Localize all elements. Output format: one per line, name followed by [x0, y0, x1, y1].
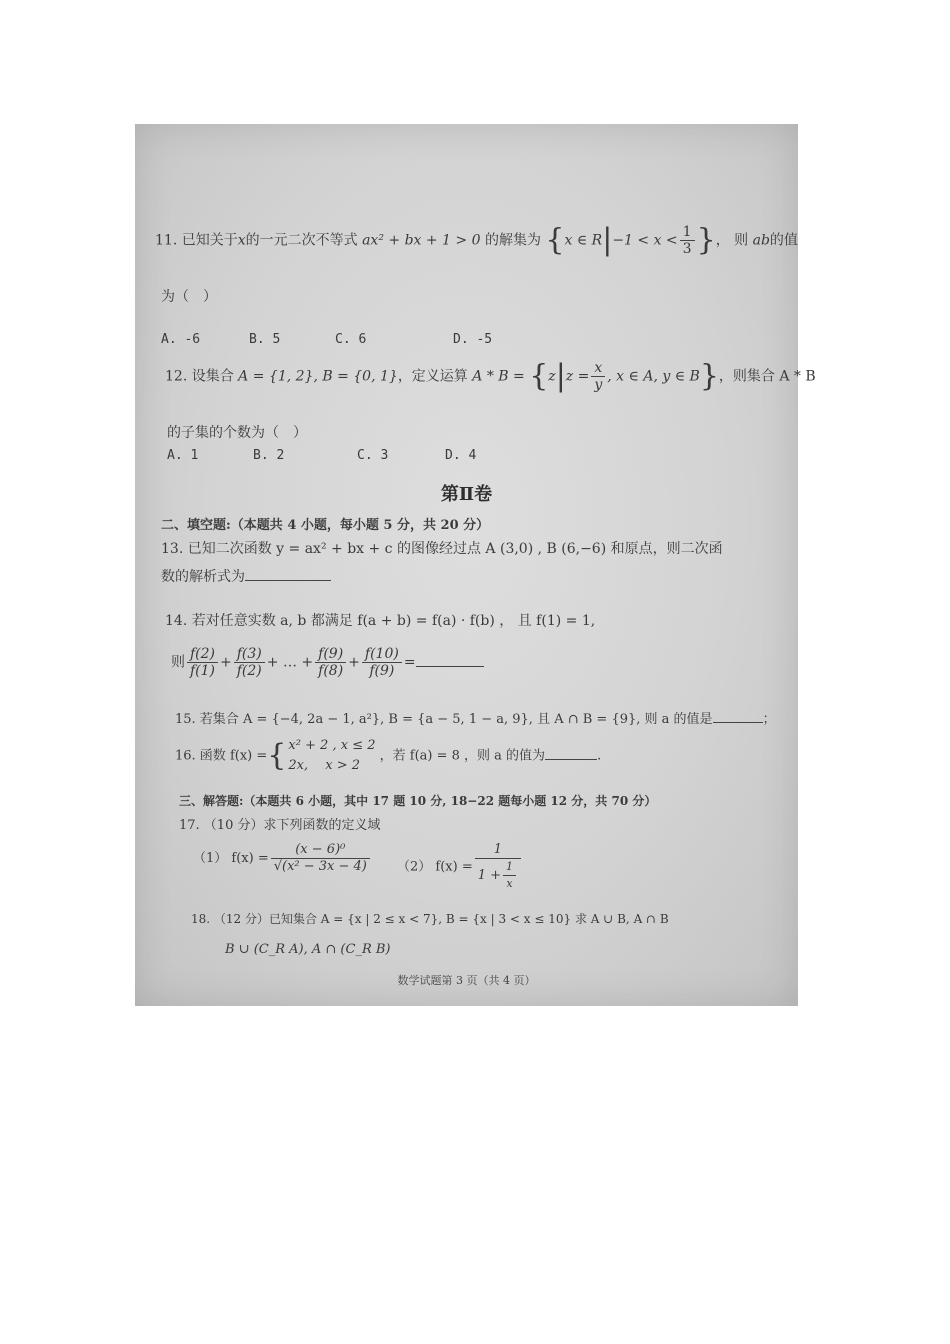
q17-p2-num: 1 [475, 842, 521, 859]
question-17-line: 17. （10 分）求下列函数的定义域 [179, 818, 381, 833]
q11-set-condition: −1 < x < [612, 232, 678, 249]
question-14-line-1: 14. 若对任意实数 a, b 都满足 f(a + b) = f(a) · f(b) ， 且 f(1) = 1, [165, 613, 596, 629]
q17-p2-inner-num: 1 [503, 859, 516, 876]
q12-left-brace: { [529, 358, 549, 394]
section-2-heading: 二、填空题:（本题共 4 小题，每小题 5 分，共 20 分） [161, 518, 490, 533]
q16-case-1: x² + 2 , x ≤ 2 [288, 738, 376, 753]
question-11-line-2 [161, 286, 217, 306]
q11-left-brace: { [545, 222, 565, 258]
q11-option-d: D. -5 [453, 332, 493, 347]
q12-option-b: B. 2 [253, 448, 285, 463]
q12-set-a: A = {1, 2} [238, 368, 314, 385]
q11-set-left: x ∈ R [564, 232, 603, 249]
question-11-line-1 [155, 224, 798, 257]
q11-text-5: 的值 [769, 232, 798, 249]
q14-frac-1-num: f(2) [187, 646, 218, 663]
q12-text-3: ，则集合 A * B [718, 368, 816, 385]
q17-p2-inner-fraction [503, 859, 516, 892]
question-17-part-1 [193, 842, 372, 875]
q12-text-2: ，定义运算 [397, 368, 468, 385]
q11-set-bar: | [602, 222, 613, 258]
question-16-line [175, 736, 601, 776]
q17-p2-inner-den: x [506, 877, 513, 890]
q17-p2-label: （2） f(x) = [397, 859, 473, 875]
section-3-heading: 三、解答题:（本题共 6 小题，其中 17 题 10 分, 18−22 题每小题 12 分，共 70 分） [179, 794, 657, 808]
question-13-line-1: 13. 已知二次函数 y = ax² + bx + c 的图像经过点 A (3,0) , B (6,−6) 和原点，则二次函 [161, 541, 723, 557]
q11-frac-num: 1 [680, 224, 695, 241]
q17-p1-fraction [271, 842, 370, 875]
question-14-line-2: 则 $\frac{f(2)}{f(1)}$ + $\frac{f(3)}{f(2)}$ + … + $\frac{f(9)}{f(8)}$ + $\frac{f(10)}{f(9)}$ = [171, 646, 484, 679]
q14-frac-3-num: f(9) [315, 646, 346, 663]
q17-p2-den [475, 859, 521, 892]
question-15-line [175, 708, 776, 727]
q17-p1-num: (x − 6)⁰ [271, 842, 370, 859]
q14-answer-blank[interactable] [416, 666, 484, 667]
q12-set-cond: , x ∈ A, y ∈ B [607, 368, 700, 385]
question-18-line-1: 18. （12 分）已知集合 A = {x | 2 ≤ x < 7}, B = {x | 3 < x ≤ 10} 求 A ∪ B, A ∩ B [191, 912, 669, 926]
q14-ellipsis: + … + [266, 654, 314, 671]
q12-text-4: 的子集的个数为（ ） [167, 425, 307, 441]
exam-page-photo [135, 124, 816, 1006]
q17-p2-den-a: 1 + [477, 868, 502, 883]
q16-case-2: 2x, x > 2 [288, 758, 360, 773]
q14-frac-4-num: f(10) [362, 646, 402, 663]
q14-frac-2-den: f(2) [236, 663, 262, 679]
q12-text-1: 12. 设集合 [165, 368, 234, 385]
q16-brace: { [267, 738, 287, 773]
q11-fraction [680, 224, 695, 257]
question-11-options [161, 332, 492, 347]
q12-set-z: z [548, 368, 556, 385]
q13-answer-blank[interactable] [245, 580, 331, 581]
q11-right-brace: } [696, 222, 716, 258]
q16-prefix: 16. 函数 f(x) = [175, 748, 268, 764]
q12-operation: A * B = [472, 368, 525, 385]
q12-set-bar: | [555, 358, 566, 394]
q12-frac-num: x [591, 360, 605, 377]
question-13-line-2 [161, 566, 331, 586]
q14-frac-2-num: f(3) [234, 646, 265, 663]
q17-p1-label: （1） f(x) = [193, 851, 269, 866]
question-18-line-2: B ∪ (C_R A), A ∩ (C_R B) [225, 942, 391, 957]
q15-text: 15. 若集合 A = {−4, 2a − 1, a²}, B = {a − 5, 1 − a, 9}, 且 A ∩ B = {9}, 则 a 的值是 [175, 712, 713, 727]
q14-frac-4 [362, 646, 402, 679]
q11-ab: ab [752, 232, 770, 249]
q14-frac-1 [187, 646, 218, 679]
q17-p1-den: √(x² − 3x − 4) [273, 859, 367, 874]
q12-option-c: C. 3 [357, 448, 389, 463]
q14-frac-2 [234, 646, 265, 679]
q12-fraction [591, 360, 605, 393]
q11-text-6: 为（ ） [161, 289, 217, 305]
question-12-line-1 [165, 360, 816, 393]
page-footer: 数学试题第 3 页（共 4 页） [397, 974, 536, 987]
q11-text-1: 11. 已知关于 [155, 232, 238, 249]
q11-text-3: 的解集为 [484, 232, 541, 249]
q17-p2-fraction [475, 842, 521, 892]
section-2-title: 第Ⅱ卷 [440, 484, 493, 505]
q12-option-a: A. 1 [167, 448, 199, 463]
q14-frac-4-den: f(9) [369, 663, 395, 679]
q11-var-x: x [237, 232, 246, 249]
question-12-line-2 [167, 422, 307, 442]
q11-frac-den: 3 [682, 241, 692, 257]
q15-end: ； [762, 712, 776, 727]
q11-text-4: ， 则 [715, 232, 749, 249]
q11-inequality: ax² + bx + 1 > 0 [362, 232, 481, 249]
q11-option-c: C. 6 [335, 332, 367, 347]
q11-option-b: B. 5 [249, 332, 281, 347]
q11-text-2: 的一元二次不等式 [245, 232, 358, 249]
q15-answer-blank[interactable] [713, 722, 763, 723]
q12-option-d: D. 4 [445, 448, 477, 463]
q12-set-b: , B = {0, 1} [313, 368, 398, 385]
q16-answer-blank[interactable] [545, 759, 597, 760]
q13-text-2: 数的解析式为 [161, 569, 245, 585]
q14-frac-3-den: f(8) [318, 663, 344, 679]
q14-frac-1-den: f(1) [190, 663, 216, 679]
q14-equals: = [403, 654, 416, 671]
q12-right-brace: } [699, 358, 719, 394]
q16-end: . [597, 748, 602, 764]
question-12-options [167, 448, 476, 463]
q16-piecewise [288, 736, 375, 776]
q16-suffix: ，若 f(a) = 8 ，则 a 的值为 [379, 748, 546, 764]
q11-option-a: A. -6 [161, 332, 201, 347]
q14-prefix: 则 [171, 654, 185, 671]
q12-set-eq: z = [565, 368, 590, 385]
q14-frac-3 [315, 646, 346, 679]
q12-frac-den: y [594, 377, 603, 393]
question-17-part-2 [397, 842, 523, 892]
